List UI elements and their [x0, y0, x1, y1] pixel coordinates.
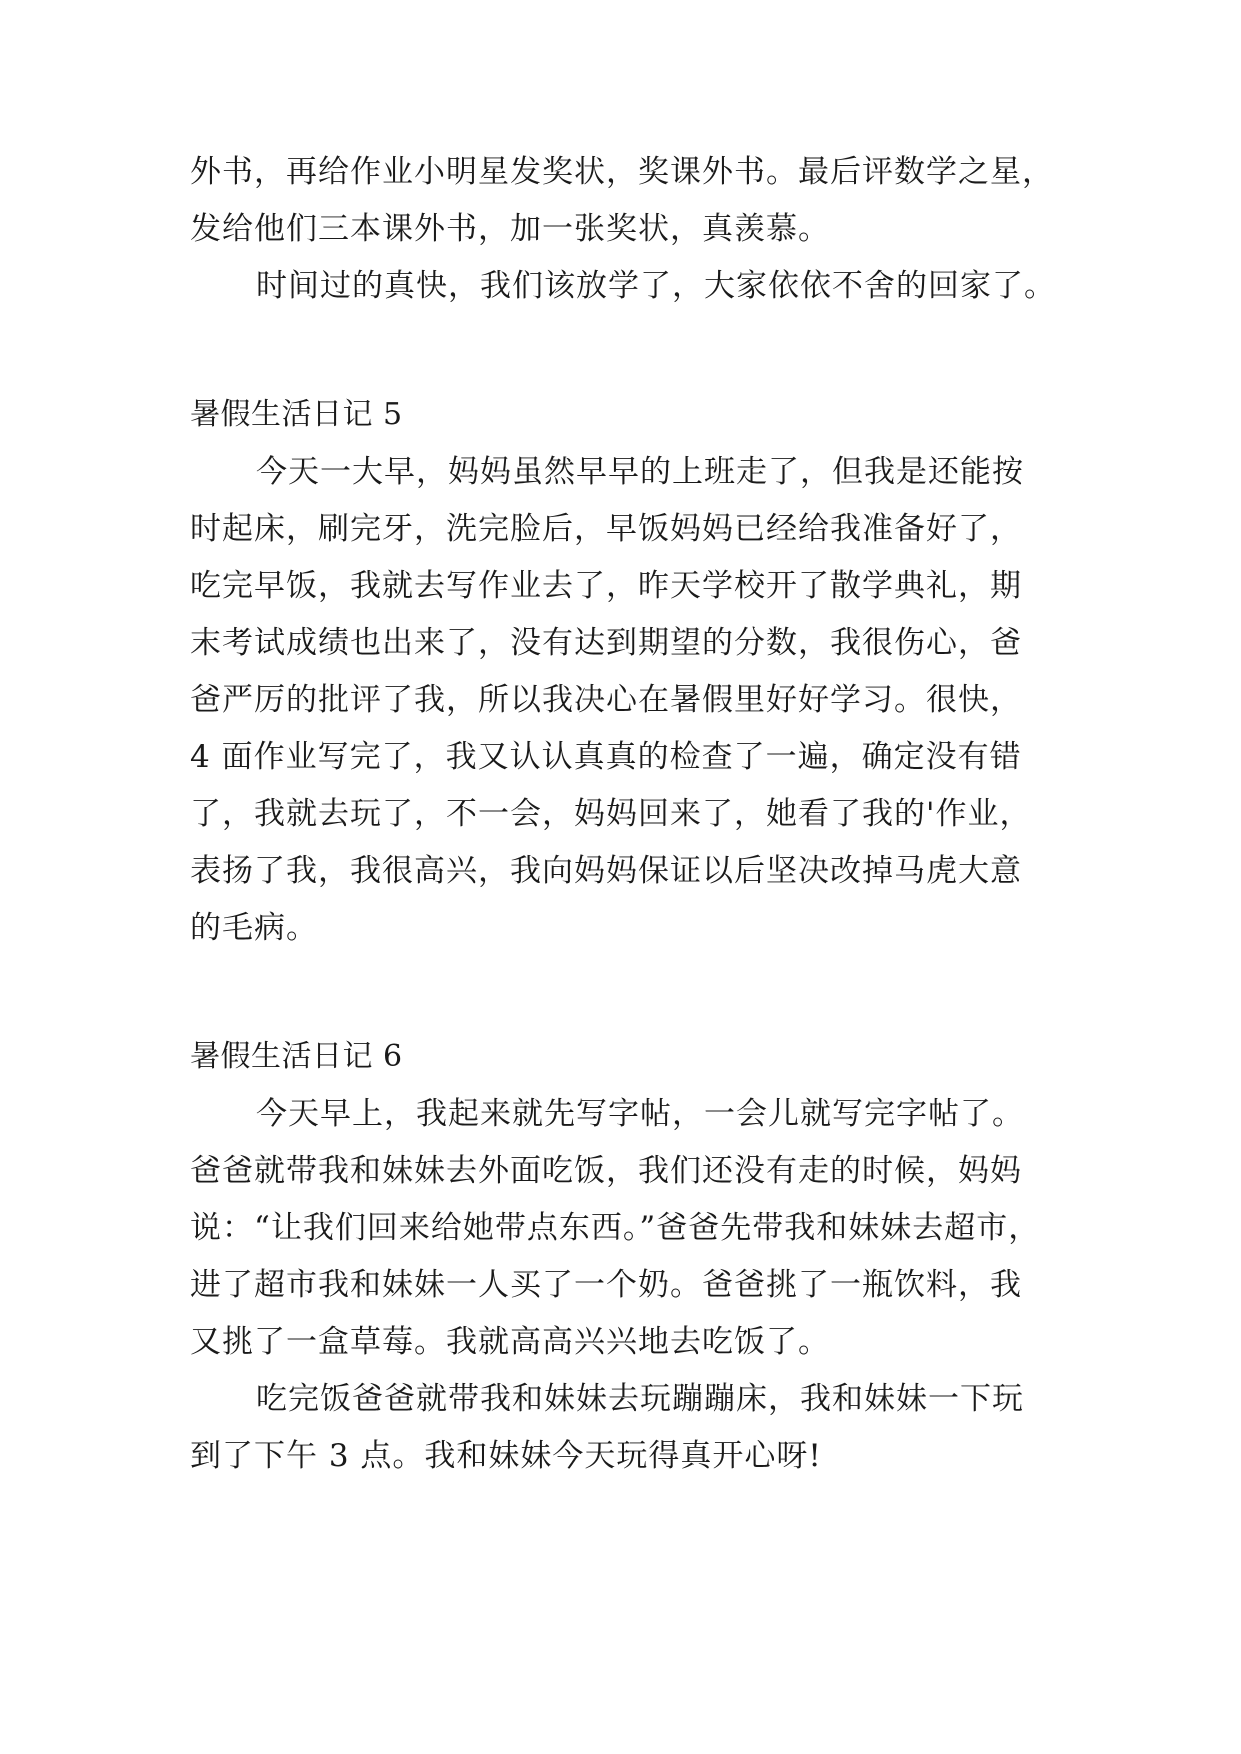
paragraph-line: 了，我就去玩了，不一会，妈妈回来了，她看了我的'作业， — [190, 796, 1032, 832]
paragraph-line: 的毛病。 — [190, 910, 318, 946]
paragraph-line: 时间过的真快，我们该放学了，大家依依不舍的回家了。 — [256, 268, 1056, 304]
paragraph-line: 发给他们三本课外书，加一张奖状，真羡慕。 — [190, 211, 830, 247]
paragraph-line: 今天一大早，妈妈虽然早早的上班走了，但我是还能按 — [256, 454, 1024, 490]
paragraph-line: 说：“让我们回来给她带点东西。”爸爸先带我和妹妹去超市， — [190, 1210, 1041, 1246]
diary-title: 暑假生活日记 5 — [190, 397, 403, 432]
paragraph-line: 又挑了一盒草莓。我就高高兴兴地去吃饭了。 — [190, 1324, 830, 1360]
paragraph-line: 进了超市我和妹妹一人买了一个奶。爸爸挑了一瓶饮料，我 — [190, 1267, 1022, 1303]
paragraph-line: 今天早上，我起来就先写字帖，一会儿就写完字帖了。 — [256, 1096, 1024, 1132]
paragraph-line: 到了下午 3 点。我和妹妹今天玩得真开心呀! — [190, 1438, 822, 1474]
paragraph-line: 外书，再给作业小明星发奖状，奖课外书。最后评数学之星， — [190, 154, 1054, 190]
paragraph-line: 爸爸就带我和妹妹去外面吃饭，我们还没有走的时候，妈妈 — [190, 1153, 1022, 1189]
paragraph-line: 表扬了我，我很高兴，我向妈妈保证以后坚决改掉马虎大意 — [190, 853, 1022, 889]
paragraph-line: 末考试成绩也出来了，没有达到期望的分数，我很伤心，爸 — [190, 625, 1022, 661]
paragraph-line: 吃完饭爸爸就带我和妹妹去玩蹦蹦床，我和妹妹一下玩 — [256, 1381, 1024, 1417]
paragraph-line: 时起床，刷完牙，洗完脸后，早饭妈妈已经给我准备好了， — [190, 511, 1022, 547]
paragraph-line: 吃完早饭，我就去写作业去了，昨天学校开了散学典礼，期 — [190, 568, 1022, 604]
diary-title: 暑假生活日记 6 — [190, 1039, 403, 1074]
paragraph-line: 爸严厉的批评了我，所以我决心在暑假里好好学习。很快， — [190, 682, 1022, 718]
paragraph-line: 4 面作业写完了，我又认认真真的检查了一遍，确定没有错 — [190, 739, 1022, 775]
